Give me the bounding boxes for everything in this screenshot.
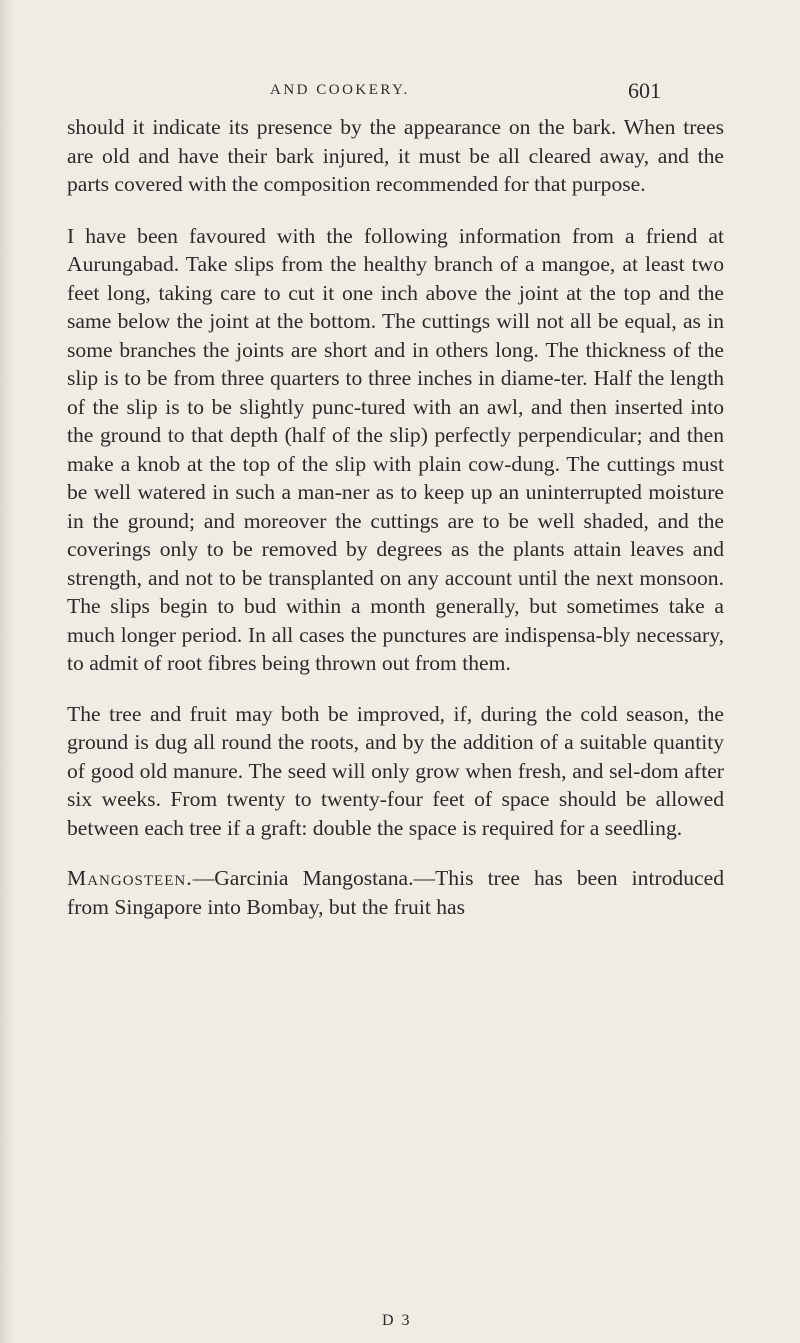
signature-mark: D 3 <box>382 1312 412 1329</box>
entry-text: —Garcinia Mangostana.—This tree has been introduced from Singapore into Bombay, but the fruit has <box>67 866 724 919</box>
paragraph-bark: should it indicate its presence by the appearance on the bark. When trees are old and have their bark injured, it must be all cleared away, and the parts covered with the composition recommended for that purpose. <box>67 115 724 196</box>
running-title: AND COOKERY. <box>270 82 410 98</box>
paragraph-aurungabad: I have been favoured with the following information from a friend at Aurungabad. Take slips from the healthy branch of a mangoe, at least two feet long, taking care to cut it one inch above the joint at the top and the same below the joint at the bottom. The cuttings will not all be equal, as in some branches the joints are short and in others long. The thickness of the slip is to be from three quarters to three inches in diame-ter. Half the length of the slip is to be slightly punc-tured with an awl, and then inserted into the ground to that depth (half of the slip) perfectly perpendicular; and then make a knob at the top of the slip with plain cow-dung. The cuttings must be well watered in such a man-ner as to keep up an uninterrupted moisture in the ground; and moreover the cuttings are to be well shaded, and the coverings only to be removed by degrees as the plants attain leaves and strength, and not to be transplanted on any account until the next monsoon. The slips begin to bud within a month generally, but sometimes take a much longer period. In all cases the punctures are indispensa-bly necessary, to admit of root fibres being thrown out from them. <box>67 223 724 675</box>
entry-heading: Mangosteen. <box>67 866 193 890</box>
paragraph-improvement: The tree and fruit may both be improved, if, during the cold season, the ground is dug all round the roots, and by the addition of a suitable quantity of good old manure. The seed will only grow when fresh, and sel-dom after six weeks. From twenty to twenty-four feet of space should be allowed between each tree if a graft: double the space is required for a seedling. <box>67 701 724 840</box>
page-header <box>0 78 800 108</box>
page-body <box>67 113 724 921</box>
paragraph-mangosteen <box>67 864 724 921</box>
page-edge <box>0 0 14 1343</box>
page-number: 601 <box>628 78 661 103</box>
